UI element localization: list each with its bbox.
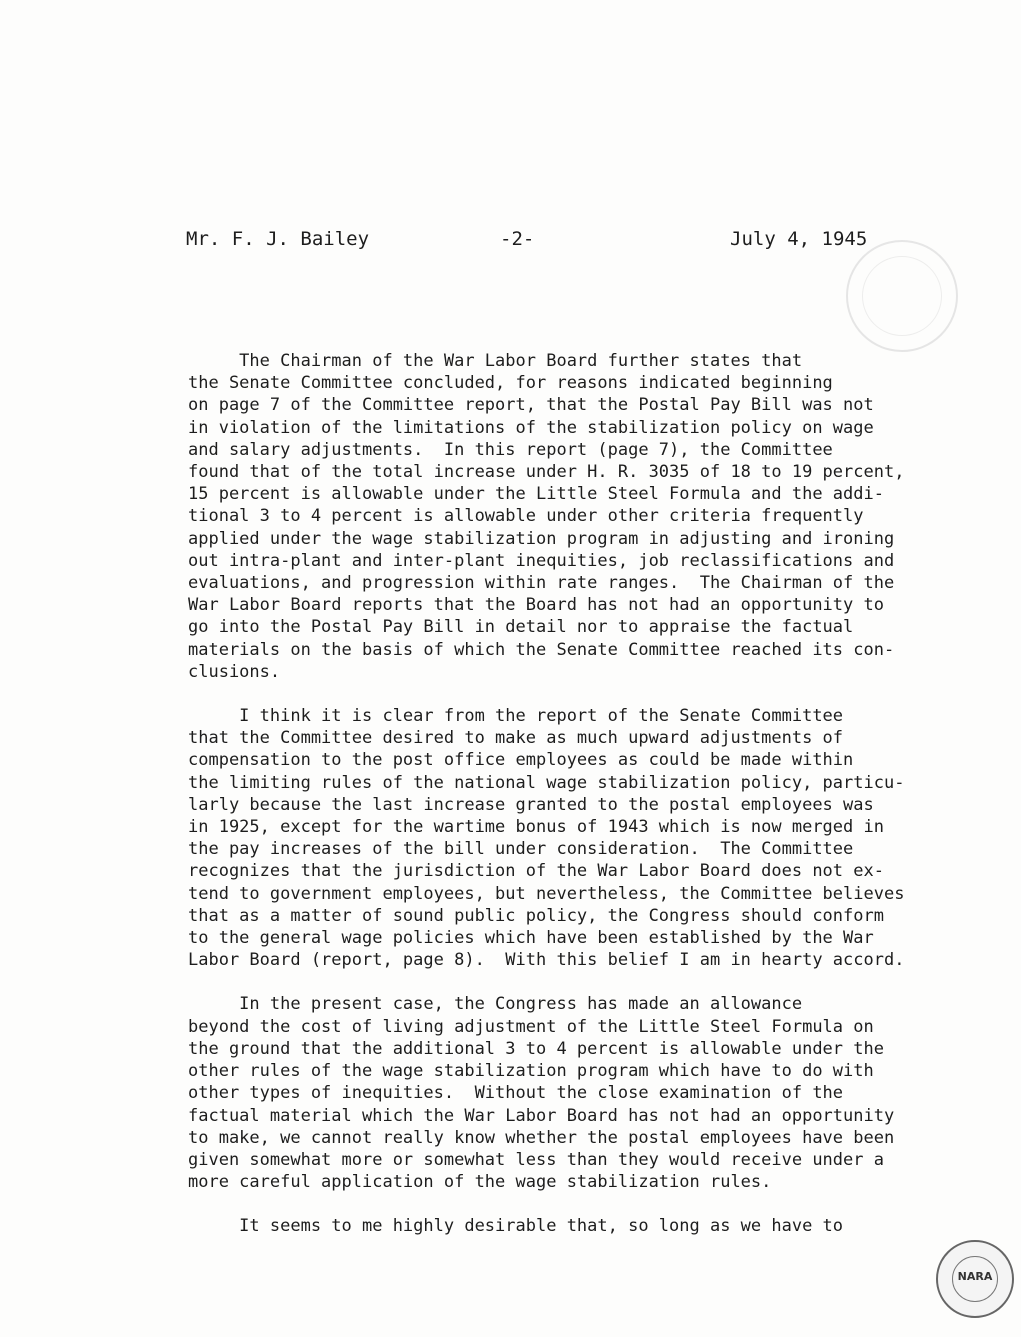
archive-stamp-label: NARA xyxy=(957,1270,993,1283)
text-line: and salary adjustments. In this report (page 7), the Committee xyxy=(188,439,833,460)
text-line: the limiting rules of the national wage stabilization policy, particu- xyxy=(188,772,905,793)
paragraph-3 xyxy=(188,993,948,1193)
text-line: evaluations, and progression within rate ranges. The Chairman of the xyxy=(188,573,895,594)
text-line: other rules of the wage stabilization program which have to do with xyxy=(188,1061,874,1082)
text-line: I think it is clear from the report of the Senate Committee xyxy=(188,706,844,727)
letter-body xyxy=(188,350,948,1260)
text-line: to the general wage policies which have been established by the War xyxy=(188,928,874,949)
text-line: recognizes that the jurisdiction of the War Labor Board does not ex- xyxy=(188,861,884,882)
text-line: beyond the cost of living adjustment of the Little Steel Formula on xyxy=(188,1016,874,1037)
text-line: tional 3 to 4 percent is allowable under other criteria frequently xyxy=(188,506,864,527)
text-line: that as a matter of sound public policy, the Congress should conform xyxy=(188,905,884,926)
text-line: more careful application of the wage stabilization rules. xyxy=(188,1172,772,1193)
faded-seal-stamp xyxy=(846,240,958,352)
text-line: other types of inequities. Without the close examination of the xyxy=(188,1083,844,1104)
paragraph-1 xyxy=(188,350,948,683)
text-line: in 1925, except for the wartime bonus of 1943 which is now merged in xyxy=(188,817,884,838)
text-line: War Labor Board reports that the Board has not had an opportunity to xyxy=(188,595,884,616)
paragraph-2 xyxy=(188,705,948,971)
text-line: factual material which the War Labor Board has not had an opportunity xyxy=(188,1105,895,1126)
text-line: the pay increases of the bill under consideration. The Committee xyxy=(188,839,854,860)
letter-date: July 4, 1945 xyxy=(730,228,868,250)
text-line: given somewhat more or somewhat less than they would receive under a xyxy=(188,1149,884,1170)
text-line: go into the Postal Pay Bill in detail nor to appraise the factual xyxy=(188,617,854,638)
text-line: clusions. xyxy=(188,661,281,682)
text-line: to make, we cannot really know whether the postal employees have been xyxy=(188,1127,895,1148)
archive-stamp xyxy=(936,1240,1014,1318)
text-line: In the present case, the Congress has made an allowance xyxy=(188,994,803,1015)
text-line: in violation of the limitations of the stabilization policy on wage xyxy=(188,417,874,438)
text-line: on page 7 of the Committee report, that the Postal Pay Bill was not xyxy=(188,395,874,416)
text-line: the ground that the additional 3 to 4 percent is allowable under the xyxy=(188,1038,884,1059)
text-line: applied under the wage stabilization program in adjusting and ironing xyxy=(188,528,895,549)
page-number: -2- xyxy=(500,228,535,250)
text-line: 15 percent is allowable under the Little Steel Formula and the addi- xyxy=(188,484,884,505)
text-line: larly because the last increase granted to the postal employees was xyxy=(188,794,874,815)
letter-header xyxy=(186,228,868,258)
text-line: the Senate Committee concluded, for reasons indicated beginning xyxy=(188,373,833,394)
text-line: found that of the total increase under H. R. 3035 of 18 to 19 percent, xyxy=(188,462,905,483)
text-line: out intra-plant and inter-plant inequities, job reclassifications and xyxy=(188,550,895,571)
text-line: materials on the basis of which the Senate Committee reached its con- xyxy=(188,639,895,660)
text-line: that the Committee desired to make as much upward adjustments of xyxy=(188,728,844,749)
text-line: It seems to me highly desirable that, so long as we have to xyxy=(188,1216,844,1237)
text-line: Labor Board (report, page 8). With this belief I am in hearty accord. xyxy=(188,950,905,971)
addressee: Mr. F. J. Bailey xyxy=(186,228,370,250)
text-line: compensation to the post office employees as could be made within xyxy=(188,750,854,771)
text-line: tend to government employees, but nevertheless, the Committee believes xyxy=(188,883,905,904)
text-line: The Chairman of the War Labor Board further states that xyxy=(188,351,803,371)
faded-seal-inner-ring xyxy=(862,256,942,336)
paragraph-4 xyxy=(188,1215,948,1237)
